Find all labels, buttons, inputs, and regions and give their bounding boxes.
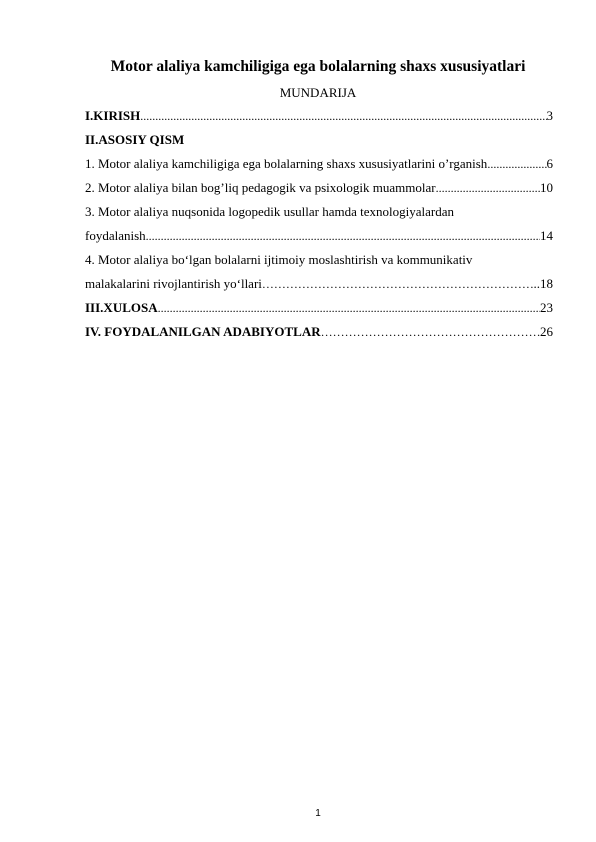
- toc-entry-label: IV. FOYDALANILGAN ADABIYOTLAR: [85, 324, 321, 339]
- toc-entry-label: foydalanish: [85, 228, 146, 243]
- toc-entry-page: 23: [540, 300, 553, 315]
- toc-entry-adabiyotlar[interactable]: [85, 320, 553, 344]
- toc-entry-4-line-2[interactable]: [85, 272, 553, 296]
- page-number: 1: [315, 808, 321, 819]
- dot-leader: [321, 320, 540, 344]
- toc-entry-kirish[interactable]: [85, 104, 553, 128]
- toc-entry-label: 2. Motor alaliya bilan bog’liq pedagogik va psixologik muammolar: [85, 180, 436, 195]
- toc-entry-label: 3. Motor alaliya nuqsonida logopedik usullar hamda texnologiyalardan: [85, 204, 454, 219]
- dot-leader: [158, 296, 540, 320]
- toc-entry-label: II.ASOSIY QISM: [85, 132, 185, 147]
- toc-entry-1[interactable]: [85, 152, 553, 176]
- toc-section-asosiy-qism[interactable]: [85, 128, 553, 152]
- dot-leader: [436, 176, 540, 200]
- toc-entry-3-line-1[interactable]: [85, 200, 553, 224]
- toc-entry-label: malakalarini rivojlantirish yo‘llari: [85, 276, 262, 291]
- toc-entry-page: ..18: [533, 276, 553, 291]
- toc-entry-4-line-1[interactable]: [85, 248, 553, 272]
- toc-entry-page: 3: [546, 108, 553, 123]
- toc-entry-page: 10: [540, 180, 553, 195]
- toc-entry-2[interactable]: [85, 176, 553, 200]
- toc-entry-label: 1. Motor alaliya kamchiligiga ega bolalarning shaxs xususiyatlarini o’rganish: [85, 156, 488, 171]
- toc-entry-label: III.XULOSA: [85, 300, 158, 315]
- table-of-contents: [85, 104, 553, 344]
- toc-entry-label: I.KIRISH: [85, 108, 141, 123]
- dot-leader: [146, 224, 540, 248]
- toc-heading: MUNDARIJA: [279, 85, 357, 100]
- dot-leader: [262, 272, 534, 296]
- toc-entry-label: 4. Motor alaliya bo‘lgan bolalarni ijtimoiy moslashtirish va kommunikativ: [85, 252, 473, 267]
- document-title: Motor alaliya kamchiligiga ega bolalarning shaxs xususiyatlari: [110, 58, 526, 75]
- toc-entry-xulosa[interactable]: [85, 296, 553, 320]
- toc-entry-page: 6: [546, 156, 553, 171]
- dot-leader: [140, 104, 546, 128]
- dot-leader: [487, 152, 546, 176]
- toc-entry-3-line-2[interactable]: [85, 224, 553, 248]
- toc-entry-page: 14: [540, 228, 553, 243]
- toc-entry-page: 26: [540, 324, 553, 339]
